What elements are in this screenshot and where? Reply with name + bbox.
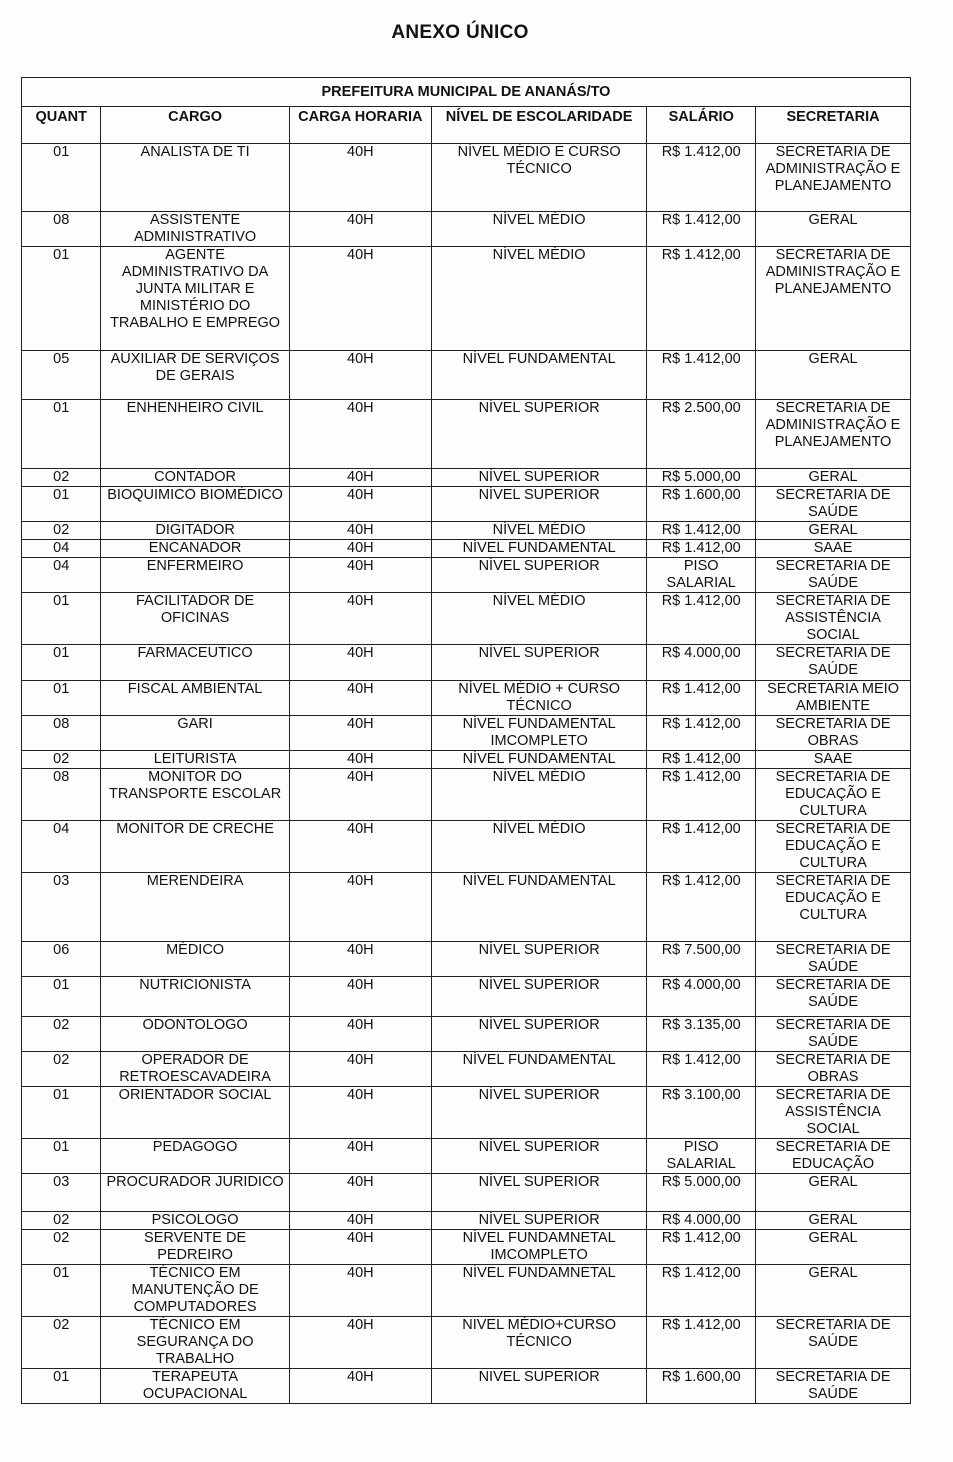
salario-cell: R$ 1.412,00: [647, 1265, 756, 1317]
carga-horaria-cell: 40H: [289, 558, 431, 593]
secretaria-cell: GERAL: [756, 1212, 911, 1230]
carga-horaria-cell: 40H: [289, 1174, 431, 1212]
quant-cell: 05: [22, 351, 101, 400]
quant-cell: 04: [22, 558, 101, 593]
salario-cell: R$ 1.412,00: [647, 1230, 756, 1265]
salario-cell: R$ 1.412,00: [647, 821, 756, 873]
secretaria-cell: GERAL: [756, 351, 911, 400]
table-row: [22, 1139, 911, 1174]
secretaria-cell: SECRETARIA DE SAÚDE: [756, 977, 911, 1017]
nivel-cell: NÍVEL MÉDIO: [431, 212, 646, 247]
table-row: [22, 351, 911, 400]
carga-horaria-cell: 40H: [289, 144, 431, 212]
cargo-cell: ORIENTADOR SOCIAL: [101, 1087, 289, 1139]
quant-cell: 01: [22, 681, 101, 716]
carga-horaria-cell: 40H: [289, 487, 431, 522]
carga-horaria-cell: 40H: [289, 400, 431, 469]
table-row: [22, 873, 911, 942]
cargo-cell: MÉDICO: [101, 942, 289, 977]
table-row: [22, 942, 911, 977]
carga-horaria-cell: 40H: [289, 769, 431, 821]
secretaria-cell: GERAL: [756, 1230, 911, 1265]
carga-horaria-cell: 40H: [289, 593, 431, 645]
salario-cell: PISO SALARIAL: [647, 1139, 756, 1174]
cargo-cell: FARMACEUTICO: [101, 645, 289, 681]
carga-horaria-cell: 40H: [289, 1212, 431, 1230]
cargo-cell: MERENDEIRA: [101, 873, 289, 942]
cargo-cell: GARI: [101, 716, 289, 751]
secretaria-cell: GERAL: [756, 522, 911, 540]
table-row: [22, 1052, 911, 1087]
secretaria-cell: SAAE: [756, 751, 911, 769]
table-row: [22, 469, 911, 487]
secretaria-cell: SECRETARIA DE ASSISTÊNCIA SOCIAL: [756, 1087, 911, 1139]
secretaria-cell: SECRETARIA DE SAÚDE: [756, 645, 911, 681]
table-row: [22, 681, 911, 716]
secretaria-cell: SECRETARIA DE EDUCAÇÃO E CULTURA: [756, 769, 911, 821]
table-row: [22, 144, 911, 212]
carga-horaria-cell: 40H: [289, 1087, 431, 1139]
header-cargo: CARGO: [101, 107, 289, 144]
secretaria-cell: SECRETARIA DE OBRAS: [756, 716, 911, 751]
header-secretaria: SECRETARIA: [756, 107, 911, 144]
cargo-cell: PROCURADOR JURIDICO: [101, 1174, 289, 1212]
quant-cell: 08: [22, 716, 101, 751]
quant-cell: 01: [22, 1139, 101, 1174]
quant-cell: 02: [22, 751, 101, 769]
carga-horaria-cell: 40H: [289, 821, 431, 873]
table-body: [22, 144, 911, 1404]
carga-horaria-cell: 40H: [289, 212, 431, 247]
salario-cell: R$ 4.000,00: [647, 977, 756, 1017]
nivel-cell: NÍVEL MÉDIO: [431, 522, 646, 540]
secretaria-cell: GERAL: [756, 469, 911, 487]
cargo-cell: FACILITADOR DE OFICINAS: [101, 593, 289, 645]
nivel-cell: NÍVEL SUPERIOR: [431, 942, 646, 977]
cargo-cell: BIOQUIMICO BIOMÉDICO: [101, 487, 289, 522]
carga-horaria-cell: 40H: [289, 751, 431, 769]
cargo-cell: TÉCNICO EM SEGURANÇA DO TRABALHO: [101, 1317, 289, 1369]
quant-cell: 04: [22, 821, 101, 873]
salario-cell: R$ 1.412,00: [647, 716, 756, 751]
table-row: [22, 212, 911, 247]
salario-cell: R$ 1.600,00: [647, 1369, 756, 1404]
salario-cell: R$ 3.100,00: [647, 1087, 756, 1139]
secretaria-cell: SECRETARIA DE SAÚDE: [756, 558, 911, 593]
quant-cell: 01: [22, 1087, 101, 1139]
nivel-cell: NÍVEL SUPERIOR: [431, 977, 646, 1017]
table-row: [22, 1230, 911, 1265]
salario-cell: R$ 1.412,00: [647, 522, 756, 540]
salario-cell: R$ 1.412,00: [647, 351, 756, 400]
carga-horaria-cell: 40H: [289, 540, 431, 558]
table-row: [22, 1369, 911, 1404]
secretaria-cell: SECRETARIA DE EDUCAÇÃO E CULTURA: [756, 873, 911, 942]
carga-horaria-cell: 40H: [289, 873, 431, 942]
quant-cell: 01: [22, 1265, 101, 1317]
nivel-cell: NÍVEL MÉDIO: [431, 593, 646, 645]
carga-horaria-cell: 40H: [289, 247, 431, 351]
table-row: [22, 540, 911, 558]
nivel-cell: NÍVEL MÉDIO: [431, 769, 646, 821]
carga-horaria-cell: 40H: [289, 1265, 431, 1317]
secretaria-cell: SECRETARIA DE SAÚDE: [756, 1369, 911, 1404]
cargo-cell: FISCAL AMBIENTAL: [101, 681, 289, 716]
carga-horaria-cell: 40H: [289, 645, 431, 681]
nivel-cell: NÍVEL MÉDIO E CURSO TÉCNICO: [431, 144, 646, 212]
secretaria-cell: SECRETARIA DE EDUCAÇÃO: [756, 1139, 911, 1174]
nivel-cell: NÍVEL SUPERIOR: [431, 1087, 646, 1139]
cargo-cell: ODONTOLOGO: [101, 1017, 289, 1052]
salario-cell: R$ 1.412,00: [647, 247, 756, 351]
cargo-cell: MONITOR DE CRECHE: [101, 821, 289, 873]
salario-cell: R$ 3.135,00: [647, 1017, 756, 1052]
quant-cell: 01: [22, 487, 101, 522]
quant-cell: 01: [22, 400, 101, 469]
table-row: [22, 400, 911, 469]
nivel-cell: NÍVEL FUNDAMENTAL: [431, 1052, 646, 1087]
nivel-cell: NÍVEL SUPERIOR: [431, 1017, 646, 1052]
nivel-cell: NÍVEL SUPERIOR: [431, 400, 646, 469]
secretaria-cell: SECRETARIA DE SAÚDE: [756, 1317, 911, 1369]
table-row: [22, 1017, 911, 1052]
cargo-cell: ENHENHEIRO CIVIL: [101, 400, 289, 469]
quant-cell: 02: [22, 522, 101, 540]
table-row: [22, 1212, 911, 1230]
cargo-cell: AGENTE ADMINISTRATIVO DA JUNTA MILITAR E MINISTÉRIO DO TRABALHO E EMPREGO: [101, 247, 289, 351]
secretaria-cell: SAAE: [756, 540, 911, 558]
header-nivel-escolaridade: NÍVEL DE ESCOLARIDADE: [431, 107, 646, 144]
secretaria-cell: GERAL: [756, 1265, 911, 1317]
quant-cell: 01: [22, 977, 101, 1017]
document-title: ANEXO ÚNICO: [391, 22, 529, 43]
quant-cell: 01: [22, 1369, 101, 1404]
quant-cell: 02: [22, 1230, 101, 1265]
carga-horaria-cell: 40H: [289, 351, 431, 400]
salario-cell: R$ 5.000,00: [647, 469, 756, 487]
salario-cell: R$ 1.412,00: [647, 681, 756, 716]
nivel-cell: NÍVEL SUPERIOR: [431, 469, 646, 487]
nivel-cell: NÍVEL SUPERIOR: [431, 487, 646, 522]
nivel-cell: NÍVEL FUNDAMENTAL: [431, 873, 646, 942]
nivel-cell: NÍVEL SUPERIOR: [431, 558, 646, 593]
cargo-cell: NUTRICIONISTA: [101, 977, 289, 1017]
secretaria-cell: SECRETARIA DE SAÚDE: [756, 1017, 911, 1052]
cargo-cell: PSICOLOGO: [101, 1212, 289, 1230]
table-row: [22, 645, 911, 681]
cargo-cell: TÉCNICO EM MANUTENÇÃO DE COMPUTADORES: [101, 1265, 289, 1317]
nivel-cell: NÍVEL SUPERIOR: [431, 1139, 646, 1174]
carga-horaria-cell: 40H: [289, 1017, 431, 1052]
quant-cell: 08: [22, 769, 101, 821]
carga-horaria-cell: 40H: [289, 1139, 431, 1174]
carga-horaria-cell: 40H: [289, 716, 431, 751]
secretaria-cell: SECRETARIA DE ADMINISTRAÇÃO E PLANEJAMENTO: [756, 144, 911, 212]
secretaria-cell: SECRETARIA DE EDUCAÇÃO E CULTURA: [756, 821, 911, 873]
secretaria-cell: SECRETARIA DE ADMINISTRAÇÃO E PLANEJAMENTO: [756, 400, 911, 469]
nivel-cell: NÍVEL FUNDAMNETAL: [431, 1265, 646, 1317]
carga-horaria-cell: 40H: [289, 942, 431, 977]
nivel-cell: NIVEL MÉDIO+CURSO TÉCNICO: [431, 1317, 646, 1369]
nivel-cell: NÍVEL SUPERIOR: [431, 1212, 646, 1230]
nivel-cell: NÍVEL MÉDIO: [431, 821, 646, 873]
salario-cell: R$ 1.412,00: [647, 1317, 756, 1369]
quant-cell: 03: [22, 1174, 101, 1212]
cargo-cell: ENFERMEIRO: [101, 558, 289, 593]
nivel-cell: NÍVEL SUPERIOR: [431, 645, 646, 681]
table-row: [22, 769, 911, 821]
nivel-cell: NÍVEL FUNDAMNETAL IMCOMPLETO: [431, 1230, 646, 1265]
table-row: [22, 1317, 911, 1369]
salario-cell: R$ 1.412,00: [647, 751, 756, 769]
salario-cell: R$ 1.412,00: [647, 540, 756, 558]
table-row: [22, 593, 911, 645]
salario-cell: R$ 7.500,00: [647, 942, 756, 977]
salario-cell: R$ 1.412,00: [647, 1052, 756, 1087]
nivel-cell: NÍVEL FUNDAMENTAL IMCOMPLETO: [431, 716, 646, 751]
salario-cell: R$ 4.000,00: [647, 1212, 756, 1230]
table-row: [22, 751, 911, 769]
quant-cell: 02: [22, 1052, 101, 1087]
cargo-cell: LEITURISTA: [101, 751, 289, 769]
cargo-cell: ASSISTENTE ADMINISTRATIVO: [101, 212, 289, 247]
nivel-cell: NÍVEL FUNDAMENTAL: [431, 751, 646, 769]
salario-cell: R$ 4.000,00: [647, 645, 756, 681]
quant-cell: 04: [22, 540, 101, 558]
header-quant: QUANT: [22, 107, 101, 144]
cargo-cell: OPERADOR DE RETROESCAVADEIRA: [101, 1052, 289, 1087]
salario-cell: R$ 1.600,00: [647, 487, 756, 522]
table-row: [22, 247, 911, 351]
cargo-cell: CONTADOR: [101, 469, 289, 487]
cargo-cell: PEDAGOGO: [101, 1139, 289, 1174]
salario-cell: R$ 2.500,00: [647, 400, 756, 469]
carga-horaria-cell: 40H: [289, 1317, 431, 1369]
nivel-cell: NÍVEL FUNDAMENTAL: [431, 351, 646, 400]
positions-table: [21, 77, 911, 1404]
secretaria-cell: GERAL: [756, 1174, 911, 1212]
secretaria-cell: SECRETARIA DE SAÚDE: [756, 942, 911, 977]
quant-cell: 01: [22, 144, 101, 212]
secretaria-cell: SECRETARIA DE OBRAS: [756, 1052, 911, 1087]
carga-horaria-cell: 40H: [289, 977, 431, 1017]
salario-cell: R$ 1.412,00: [647, 593, 756, 645]
cargo-cell: SERVENTE DE PEDREIRO: [101, 1230, 289, 1265]
quant-cell: 02: [22, 469, 101, 487]
nivel-cell: NÍVEL SUPERIOR: [431, 1174, 646, 1212]
nivel-cell: NIVEL SUPERIOR: [431, 1369, 646, 1404]
quant-cell: 02: [22, 1017, 101, 1052]
cargo-cell: AUXILIAR DE SERVIÇOS DE GERAIS: [101, 351, 289, 400]
nivel-cell: NÍVEL MÉDIO + CURSO TÉCNICO: [431, 681, 646, 716]
cargo-cell: ANALISTA DE TI: [101, 144, 289, 212]
salario-cell: R$ 1.412,00: [647, 873, 756, 942]
table-row: [22, 558, 911, 593]
salario-cell: R$ 1.412,00: [647, 144, 756, 212]
cargo-cell: TERAPEUTA OCUPACIONAL: [101, 1369, 289, 1404]
table-row: [22, 977, 911, 1017]
quant-cell: 02: [22, 1212, 101, 1230]
table-row: [22, 716, 911, 751]
table-row: [22, 821, 911, 873]
nivel-cell: NÍVEL MÉDIO: [431, 247, 646, 351]
quant-cell: 02: [22, 1317, 101, 1369]
quant-cell: 03: [22, 873, 101, 942]
carga-horaria-cell: 40H: [289, 522, 431, 540]
table-caption: PREFEITURA MUNICIPAL DE ANANÁS/TO: [22, 78, 911, 107]
quant-cell: 08: [22, 212, 101, 247]
salario-cell: R$ 1.412,00: [647, 212, 756, 247]
table-row: [22, 1087, 911, 1139]
carga-horaria-cell: 40H: [289, 681, 431, 716]
table-row: [22, 487, 911, 522]
table-row: [22, 1174, 911, 1212]
quant-cell: 01: [22, 593, 101, 645]
table-row: [22, 1265, 911, 1317]
cargo-cell: MONITOR DO TRANSPORTE ESCOLAR: [101, 769, 289, 821]
table-row: [22, 522, 911, 540]
secretaria-cell: SECRETARIA DE SAÚDE: [756, 487, 911, 522]
quant-cell: 01: [22, 645, 101, 681]
secretaria-cell: GERAL: [756, 212, 911, 247]
carga-horaria-cell: 40H: [289, 469, 431, 487]
secretaria-cell: SECRETARIA MEIO AMBIENTE: [756, 681, 911, 716]
carga-horaria-cell: 40H: [289, 1369, 431, 1404]
header-carga-horaria: CARGA HORARIA: [289, 107, 431, 144]
salario-cell: R$ 1.412,00: [647, 769, 756, 821]
salario-cell: PISO SALARIAL: [647, 558, 756, 593]
nivel-cell: NÍVEL FUNDAMENTAL: [431, 540, 646, 558]
secretaria-cell: SECRETARIA DE ASSISTÊNCIA SOCIAL: [756, 593, 911, 645]
quant-cell: 06: [22, 942, 101, 977]
quant-cell: 01: [22, 247, 101, 351]
carga-horaria-cell: 40H: [289, 1052, 431, 1087]
cargo-cell: DIGITADOR: [101, 522, 289, 540]
header-salario: SALÁRIO: [647, 107, 756, 144]
cargo-cell: ENCANADOR: [101, 540, 289, 558]
carga-horaria-cell: 40H: [289, 1230, 431, 1265]
salario-cell: R$ 5.000,00: [647, 1174, 756, 1212]
secretaria-cell: SECRETARIA DE ADMINISTRAÇÃO E PLANEJAMENTO: [756, 247, 911, 351]
